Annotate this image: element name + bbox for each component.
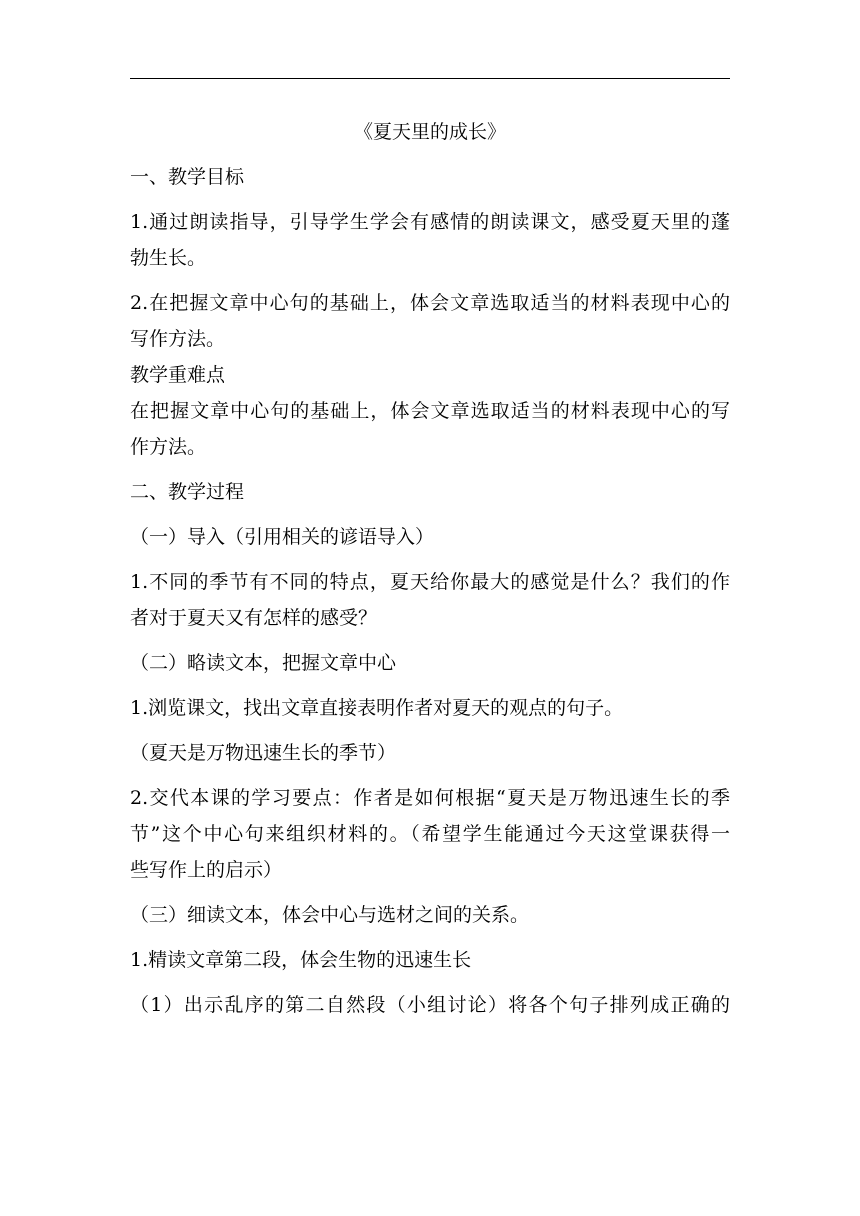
text-line: 些写作上的启示） [130,859,283,881]
text-line: 节”这个中心句来组织材料的。（希望学生能通过今天这堂课获得一 [130,823,730,845]
text-line: （夏天是万物迅速生长的季节） [130,742,397,764]
text-line: 1.不同的季节有不同的特点，夏天给你最大的感觉是什么？我们的作 [130,571,730,593]
document-title: 《夏天里的成长》 [353,121,506,143]
text-line: 作方法。 [130,436,207,458]
text-line: 1.浏览课文，找出文章直接表明作者对夏天的观点的句子。 [130,697,624,719]
header-rule [130,78,730,79]
text-line: 二、教学过程 [130,481,245,503]
document-lines [130,159,730,1023]
text-line: （三）细读文本，体会中心与选材之间的关系。 [130,904,530,926]
text-line: （一）导入（引用相关的谚语导入） [130,526,435,548]
text-line: 2.在把握文章中心句的基础上，体会文章选取适当的材料表现中心的 [130,292,730,314]
text-line: （二）略读文本，把握文章中心 [130,652,397,674]
text-line: 1.通过朗读指导，引导学生学会有感情的朗读课文，感受夏天里的蓬 [130,211,730,233]
text-line: 勃生长。 [130,247,207,269]
text-line: 在把握文章中心句的基础上，体会文章选取适当的材料表现中心的写 [130,400,730,422]
text-line: 1.精读文章第二段，体会生物的迅速生长 [130,949,472,971]
text-line: 教学重难点 [130,364,226,386]
text-line: 2.交代本课的学习要点：作者是如何根据“夏天是万物迅速生长的季 [130,787,730,809]
text-line: 者对于夏天又有怎样的感受？ [130,607,378,629]
document-body [130,114,730,1023]
text-line: 写作方法。 [130,328,226,350]
text-line: 一、教学目标 [130,166,245,188]
text-line: （1）出示乱序的第二自然段（小组讨论）将各个句子排列成正确的 [130,994,730,1016]
